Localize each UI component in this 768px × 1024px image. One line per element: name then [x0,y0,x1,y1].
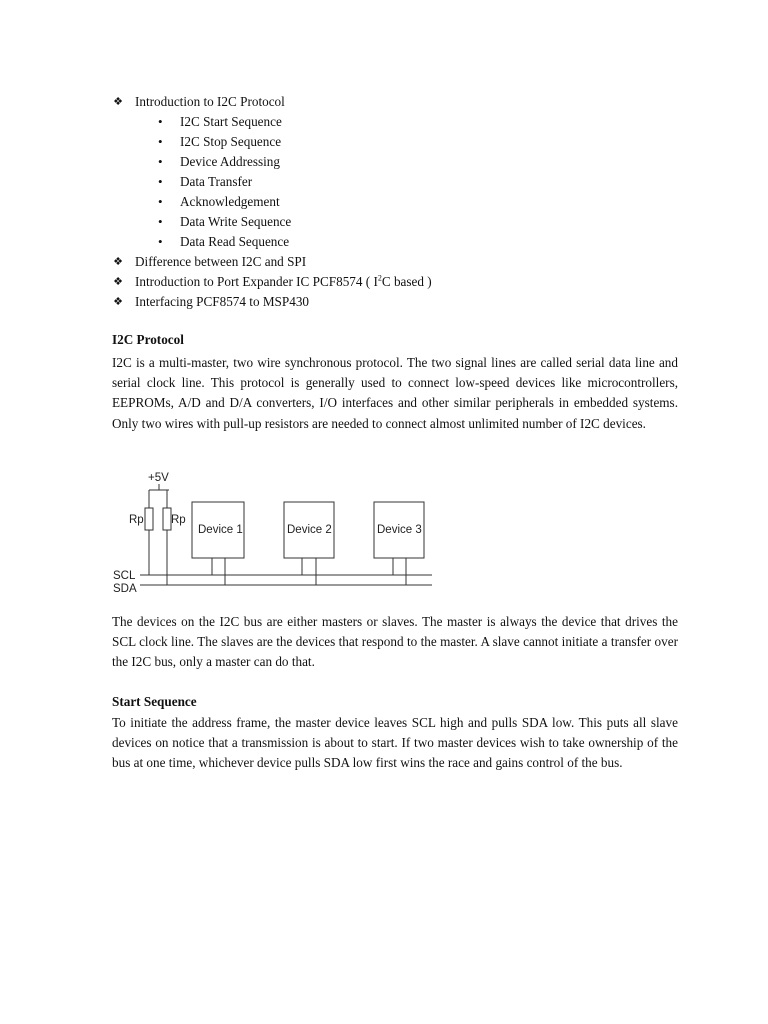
outline-item [112,272,432,292]
device-1-label: Device 1 [198,524,243,536]
paragraph-i2c-protocol: I2C is a multi-master, two wire synchronous protocol. The two signal lines are called serial data line and serial clock line. This protocol is generally used to connect low-speed devices like microcontrollers, EEPROMs, A/D and D/A converters, I/O interfaces and other similar peripherals in embedded systems. Only two wires with pull-up resistors are needed to connect almost unlimited number of I2C devices. [112,355,678,431]
i2c-bus-diagram-svg [108,468,438,594]
bullet-icon: • [158,234,163,249]
bullet-icon: • [158,174,163,189]
sda-label: SDA [113,583,137,594]
outline-subitem-label: I2C Start Sequence [180,114,282,129]
outline-item-label-suffix: C based ) [381,274,432,289]
outline-sublist [112,112,432,252]
resistor-2-label: Rp [171,514,186,526]
bullet-icon: • [158,154,163,169]
bullet-icon: • [158,134,163,149]
outline-item [112,292,432,312]
i2c-bus-diagram [108,468,438,594]
scl-label: SCL [113,570,136,582]
outline-subitem [112,112,432,132]
outline-subitem-label: Device Addressing [180,154,280,169]
outline-subitem-label: I2C Stop Sequence [180,134,282,149]
outline-item-label: Difference between I2C and SPI [135,254,307,269]
diamond-bullet-icon: ❖ [113,296,123,308]
section-heading-i2c-protocol: I2C Protocol [112,332,184,347]
outline-item-label [135,274,432,289]
outline-subitem [112,192,432,212]
paragraph-start-sequence: To initiate the address frame, the master device leaves SCL high and pulls SDA low. This puts all slave devices on notice that a transmission is about to start. If two master devices wish to take ownership of the bus at one time, whichever device pulls SDA low first wins the race and gains control of the bus. [112,715,678,771]
resistor-1-label: Rp [129,514,144,526]
device-3-label: Device 3 [377,524,422,536]
outline-item-label: Introduction to I2C Protocol [135,94,285,109]
outline-subitem-label: Data Write Sequence [180,214,292,229]
outline-list [112,92,432,312]
device-2-label: Device 2 [287,524,332,536]
outline-subitem [112,132,432,152]
outline-subitem [112,152,432,172]
diamond-bullet-icon: ❖ [113,96,123,108]
diamond-bullet-icon: ❖ [113,256,123,268]
bullet-icon: • [158,194,163,209]
outline-subitem [112,212,432,232]
outline-subitem-label: Acknowledgement [180,194,280,209]
outline-item [112,252,432,272]
section-heading-start-sequence: Start Sequence [112,694,197,709]
outline-subitem-label: Data Read Sequence [180,234,290,249]
paragraph-bus-roles: The devices on the I2C bus are either masters or slaves. The master is always the device that drives the SCL clock line. The slaves are the devices that respond to the master. A slave cannot initiate a transfer over the I2C bus, only a master can do that. [112,614,678,670]
outline-item [112,92,432,112]
superscript: 2 [377,273,382,283]
outline-subitem [112,232,432,252]
resistor-1-body [145,508,153,530]
outline-item-label: Interfacing PCF8574 to MSP430 [135,294,310,309]
outline-item-label-prefix: Introduction to Port Expander IC PCF8574 ( I [135,274,378,289]
bullet-icon: • [158,214,163,229]
resistor-2-body [163,508,171,530]
outline-subitem-label: Data Transfer [180,174,253,189]
bullet-icon: • [158,114,163,129]
outline-subitem [112,172,432,192]
supply-label: +5V [148,472,169,484]
diamond-bullet-icon: ❖ [113,276,123,288]
